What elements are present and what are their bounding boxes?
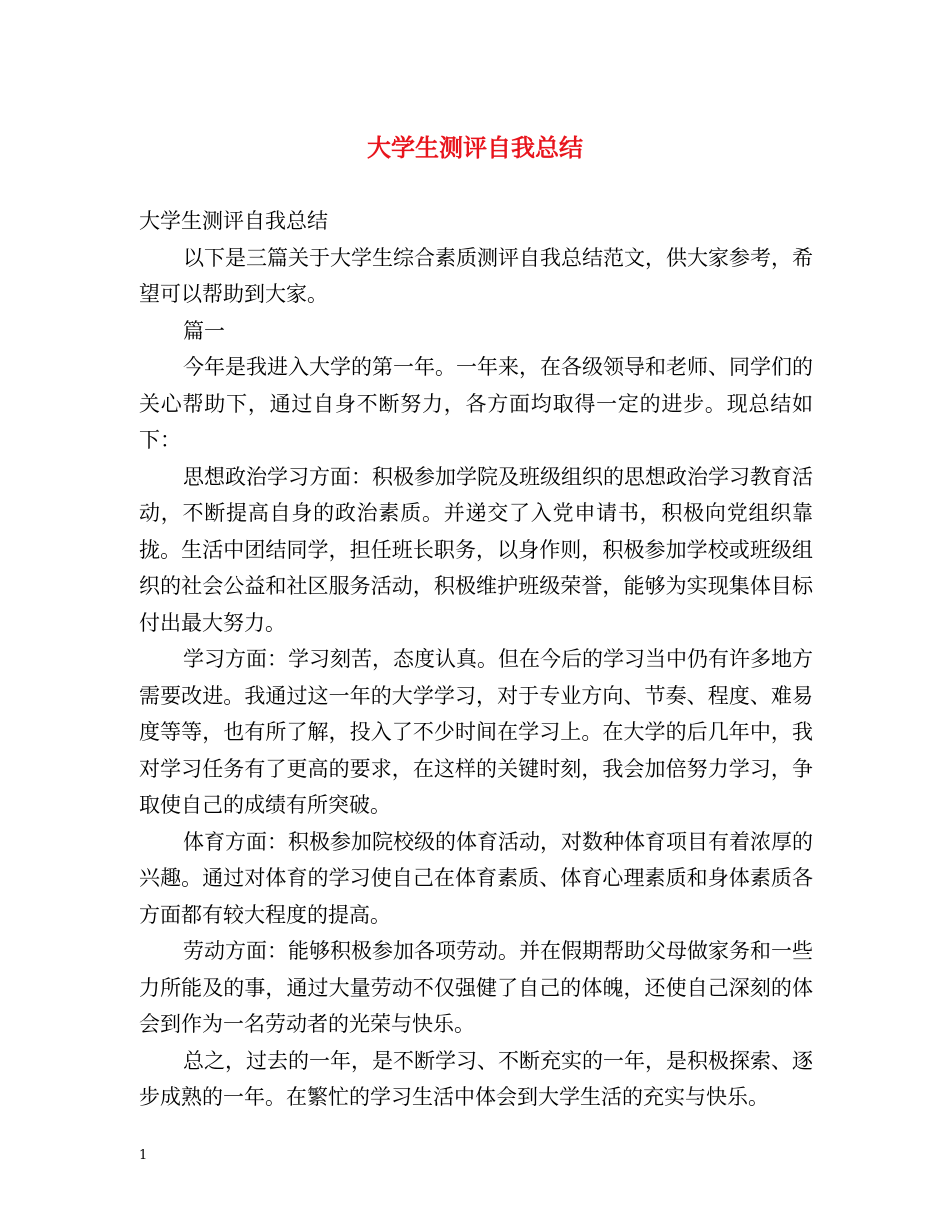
document-title: 大学生测评自我总结 (367, 133, 583, 162)
paragraph: 劳动方面：能够积极参加各项劳动。并在假期帮助父母做家务和一些力所能及的事，通过大量劳动不仅强健了自己的体魄，还使自己深刻的体会到作为一名劳动者的光荣与快乐。 (139, 939, 813, 1036)
paragraph: 学习方面：学习刻苦，态度认真。但在今后的学习当中仍有许多地方需要改进。我通过这一年的大学学习，对于专业方向、节奏、程度、难易度等等，也有所了解，投入了不少时间在学习上。在大学的后几年中，我对学习任务有了更高的要求，在这样的关键时刻，我会加倍努力学习，争取使自己的成绩有所突破。 (139, 647, 813, 817)
page-number: 1 (139, 1148, 148, 1163)
section-label: 篇一 (183, 318, 225, 343)
paragraph: 总之，过去的一年，是不断学习、不断充实的一年，是积极探索、逐步成熟的一年。在繁忙的学习生活中体会到大学生活的充实与快乐。 (139, 1048, 813, 1109)
paragraph: 思想政治学习方面：积极参加学院及班级组织的思想政治学习教育活动，不断提高自身的政治素质。并递交了入党申请书，积极向党组织靠拢。生活中团结同学，担任班长职务，以身作则，积极参加学校或班级组织的社会公益和社区服务活动，积极维护班级荣誉，能够为实现集体目标付出最大努力。 (139, 464, 813, 635)
paragraph: 今年是我进入大学的第一年。一年来，在各级领导和老师、同学们的关心帮助下，通过自身不断努力，各方面均取得一定的进步。现总结如下： (139, 355, 813, 452)
paragraph: 体育方面：积极参加院校级的体育活动，对数种体育项目有着浓厚的兴趣。通过对体育的学习使自己在体育素质、体育心理素质和身体素质各方面都有较大程度的提高。 (139, 829, 813, 927)
body-heading: 大学生测评自我总结 (139, 209, 328, 233)
intro-paragraph: 以下是三篇关于大学生综合素质测评自我总结范文，供大家参考，希望可以帮助到大家。 (139, 245, 813, 306)
document-body (139, 203, 813, 1116)
